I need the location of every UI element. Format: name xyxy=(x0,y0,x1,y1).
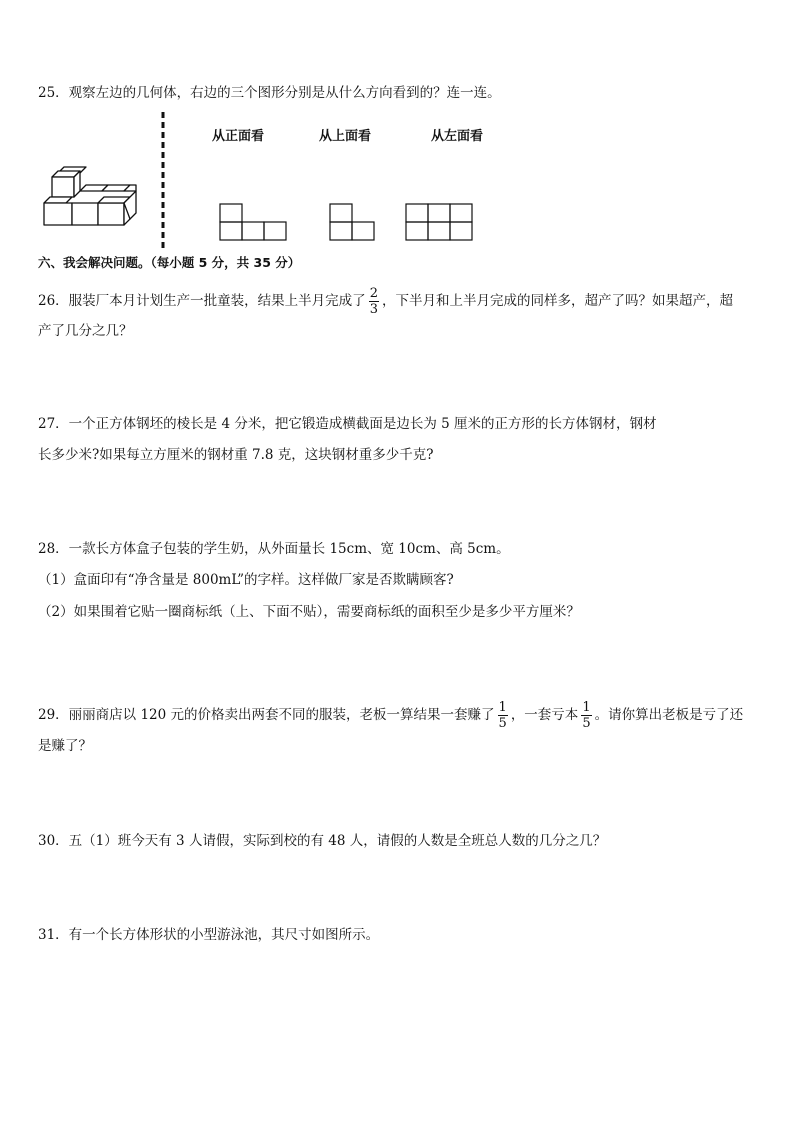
q29-text-part3: 。请你算出老板是亏了还 xyxy=(594,707,744,723)
q29-fraction-2 xyxy=(581,700,591,731)
q26-text-part2: ，下半月和上半月完成的同样多，超产了吗？如果超产，超 xyxy=(381,293,733,309)
view-shape-3 xyxy=(405,203,475,243)
q29-text-part1: 29．丽丽商店以 120 元的价格卖出两套不同的服装，老板一算结果一套赚了 xyxy=(38,707,495,723)
q29-line1 xyxy=(38,700,743,731)
q29-line2: 是赚了？ xyxy=(38,738,92,754)
q28-line1: 28．一款长方体盒子包装的学生奶，从外面量长 15cm、宽 10cm、高 5cm。 xyxy=(38,541,510,557)
view-label-top: 从上面看 xyxy=(319,129,372,144)
q29-frac2-num: 1 xyxy=(582,700,591,715)
q29-frac1-den: 5 xyxy=(498,716,507,731)
q29-frac2-den: 5 xyxy=(582,716,591,731)
q26-frac-num: 2 xyxy=(369,286,378,301)
view-shape-2 xyxy=(329,203,377,243)
q26-line1 xyxy=(38,286,733,317)
q26-line2: 产了几分之几？ xyxy=(38,323,133,339)
view-label-front: 从正面看 xyxy=(212,129,265,144)
q31-text: 31．有一个长方体形状的小型游泳池，其尺寸如图所示。 xyxy=(38,927,380,943)
cube-solid-figure xyxy=(40,163,140,229)
view-shape-1 xyxy=(219,203,289,243)
view-label-left: 从左面看 xyxy=(431,129,484,144)
q27-line1: 27．一个正方体钢坯的棱长是 4 分米，把它锻造成横截面是边长为 5 厘米的正方形的长方体钢材，钢材 xyxy=(38,416,657,432)
q26-fraction xyxy=(369,286,379,317)
q25-text: 25．观察左边的几何体，右边的三个图形分别是从什么方向看到的？连一连。 xyxy=(38,85,501,101)
q27-line2: 长多少米?如果每立方厘米的钢材重 7.8 克，这块钢材重多少千克? xyxy=(38,447,434,463)
q28-sub1: （1）盒面印有“净含量是 800mL”的字样。这样做厂家是否欺瞒顾客? xyxy=(38,572,454,588)
q28-sub2: （2）如果围着它贴一圈商标纸（上、下面不贴），需要商标纸的面积至少是多少平方厘米？ xyxy=(38,604,580,620)
q29-frac1-num: 1 xyxy=(498,700,507,715)
dashed-divider xyxy=(160,112,166,248)
q26-text-part1: 26．服装厂本月计划生产一批童装，结果上半月完成了 xyxy=(38,293,366,309)
q26-frac-den: 3 xyxy=(369,302,378,317)
q29-text-part2: ，一套亏本 xyxy=(510,707,579,723)
q29-fraction-1 xyxy=(498,700,508,731)
section-heading: 六、我会解决问题。（每小题 5 分，共 35 分） xyxy=(38,255,301,270)
q30-text: 30．五（1）班今天有 3 人请假，实际到校的有 48 人，请假的人数是全班总人数的几分之几？ xyxy=(38,833,607,849)
